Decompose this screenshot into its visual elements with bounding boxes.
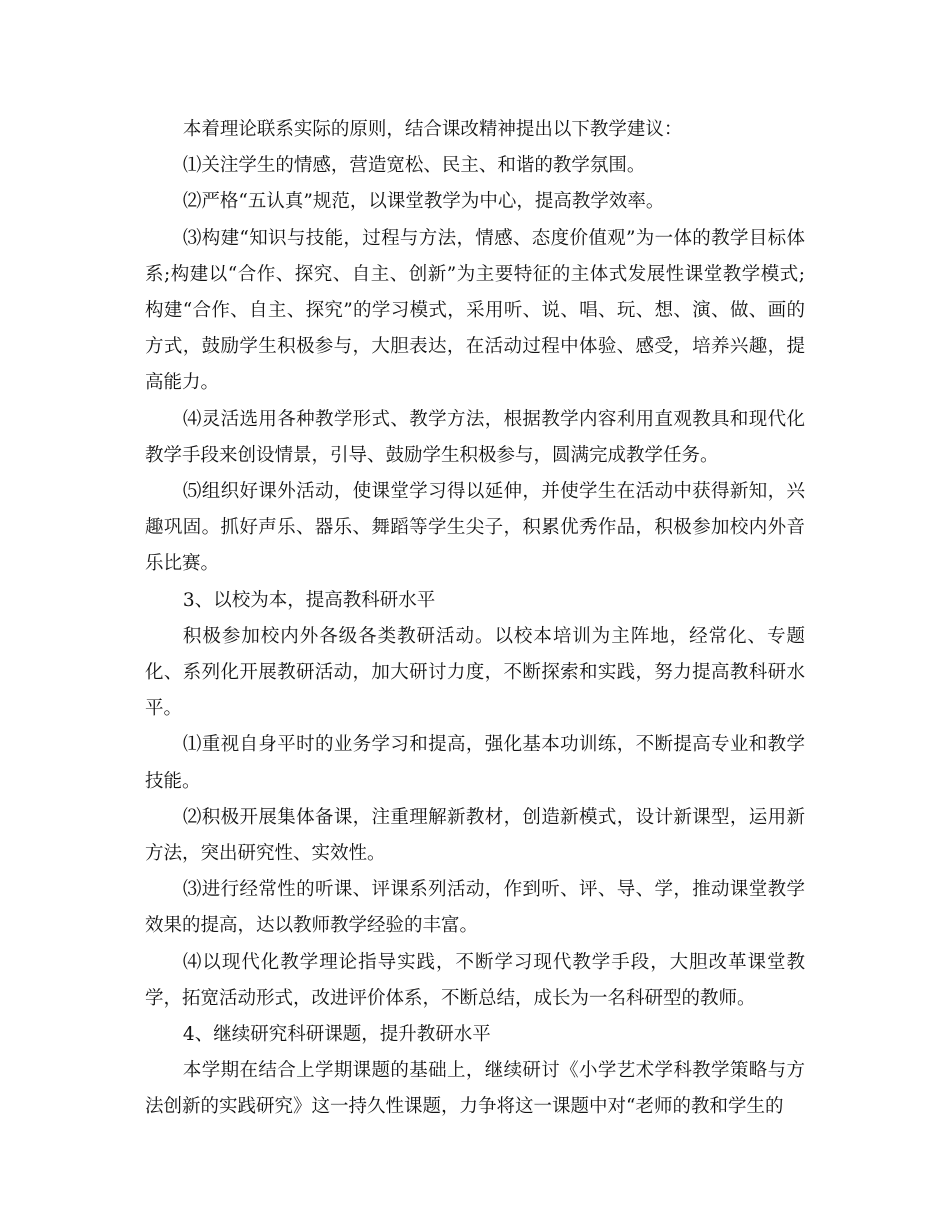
paragraph-research-2: ⑵积极开展集体备课，注重理解新教材，创造新模式，设计新课型，运用新方法，突出研究性、实效性。 <box>145 806 805 865</box>
paragraph-research-intro: 积极参加校内外各级各类教研活动。以校本培训为主阵地，经常化、专题化、系列化开展教研活动，加大研讨力度，不断探索和实践，努力提高教科研水平。 <box>145 625 805 720</box>
paragraph-research-4: ⑷以现代化教学理论指导实践，不断学习现代教学手段，大胆改革课堂教学，拓宽活动形式，改进评价体系，不断总结，成长为一名科研型的教师。 <box>145 951 805 1009</box>
paragraph-topic: 本学期在结合上学期课题的基础上，继续研讨《小学艺术学科教学策略与方法创新的实践研究》这一持久性课题，力争将这一课题中对“老师的教和学生的 <box>145 1060 805 1118</box>
section-heading-3: 3、以校为本，提高教科研水平 <box>182 589 436 611</box>
document-body <box>145 112 805 1126</box>
section-heading-4: 4、继续研究科研课题，提升教研水平 <box>182 1024 491 1046</box>
paragraph-suggestion-3: ⑶构建“知识与技能，过程与方法，情感、态度价值观”为一体的教学目标体系;构建以“合作、探究、自主、创新”为主要特征的主体式发展性课堂教学模式;构建“合作、自主、探究”的学习模式，采用听、说、唱、玩、想、演、做、画的方式，鼓励学生积极参与，大胆表达，在活动过程中体验、感受，培养兴趣，提高能力。 <box>145 227 805 394</box>
paragraph-intro: 本着理论联系实际的原则，结合课改精神提出以下教学建议： <box>182 119 683 140</box>
paragraph-suggestion-1: ⑴关注学生的情感，营造宽松、民主、和谐的教学氛围。 <box>182 155 646 177</box>
paragraph-suggestion-4: ⑷灵活选用各种教学形式、教学方法，根据教学内容利用直观教具和现代化教学手段来创设情景，引导、鼓励学生积极参与，圆满完成教学任务。 <box>145 408 805 466</box>
paragraph-suggestion-5: ⑸组织好课外活动，使课堂学习得以延伸，并使学生在活动中获得新知，兴趣巩固。抓好声乐、器乐、舞蹈等学生尖子，积累优秀作品，积极参加校内外音乐比赛。 <box>145 481 805 575</box>
paragraph-suggestion-2: ⑵严格“五认真”规范，以课堂教学为中心，提高教学效率。 <box>182 191 665 213</box>
paragraph-research-3: ⑶进行经常性的听课、评课系列活动，作到听、评、导、学，推动课堂教学效果的提高，达以教师教学经验的丰富。 <box>145 879 805 937</box>
paragraph-research-1: ⑴重视自身平时的业务学习和提高，强化基本功训练，不断提高专业和教学技能。 <box>145 734 805 792</box>
